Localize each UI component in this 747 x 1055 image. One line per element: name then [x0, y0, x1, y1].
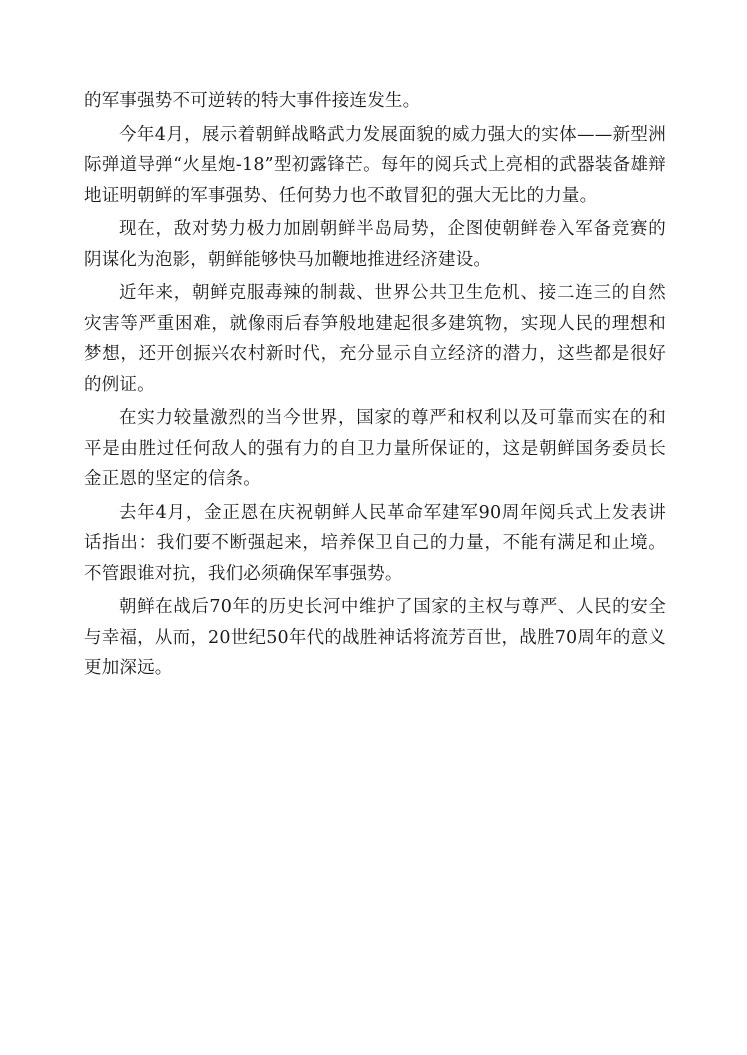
article-body: [84, 86, 666, 687]
paragraph-conclusion: 朝鲜在战后70年的历史长河中维护了国家的主权与尊严、人民的安全与幸福，从而，20世纪50年代的战胜神话将流芳百世，战胜70周年的意义更加深远。: [84, 597, 666, 678]
paragraph-recent-years: 近年来，朝鲜克服毒辣的制裁、世界公共卫生危机、接二连三的自然灾害等严重困难，就像雨后春笋般地建起很多建筑物，实现人民的理想和梦想，还开创振兴农村新时代，充分显示自立经济的潜力，这些都是很好的例证。: [84, 283, 666, 395]
paragraph-continuation: 的军事强势不可逆转的特大事件接连发生。: [84, 91, 421, 111]
paragraph-economy: 现在，敌对势力极力加剧朝鲜半岛局势，企图使朝鲜卷入军备竞赛的阴谋化为泡影，朝鲜能够快马加鞭地推进经济建设。: [84, 219, 666, 270]
paragraph-self-defense: 在实力较量激烈的当今世界，国家的尊严和权利以及可靠而实在的和平是由胜过任何敌人的强有力的自卫力量所保证的，这是朝鲜国务委员长金正恩的坚定的信条。: [84, 408, 666, 489]
paragraph-missile: 今年4月，展示着朝鲜战略武力发展面貌的威力强大的实体——新型洲际弹道导弹“火星炮-18”型初露锋芒。每年的阅兵式上亮相的武器装备雄辩地证明朝鲜的军事强势、任何势力也不敢冒犯的强大无比的力量。: [84, 124, 666, 206]
paragraph-speech: 去年4月，金正恩在庆祝朝鲜人民革命军建军90周年阅兵式上发表讲话指出：我们要不断强起来，培养保卫自己的力量，不能有满足和止境。不管跟谁对抗，我们必须确保军事强势。: [84, 502, 666, 584]
